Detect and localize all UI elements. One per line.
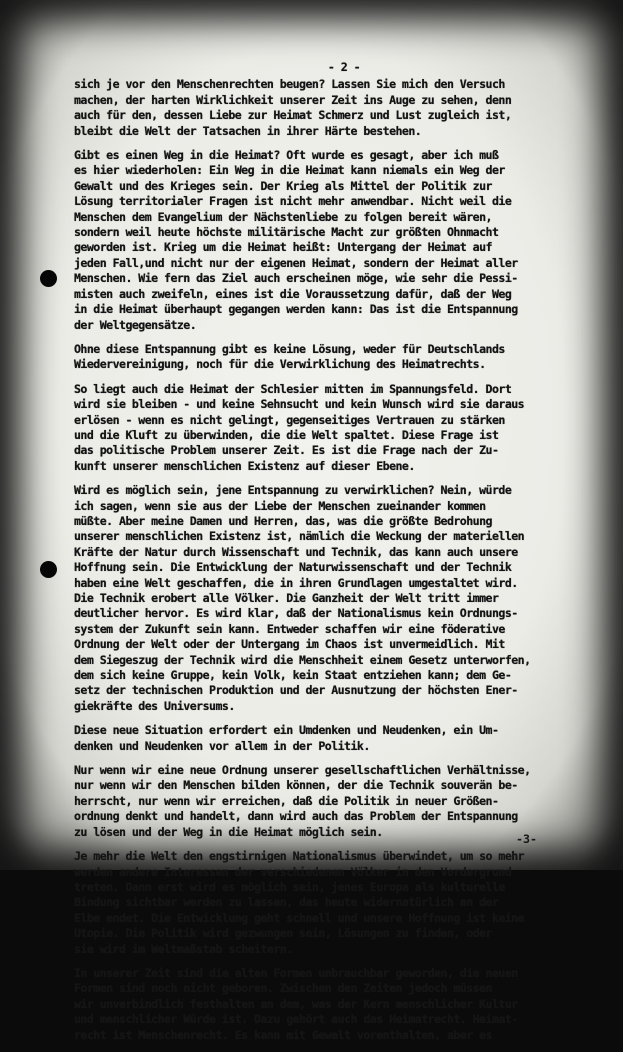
text-line: sie wird im Weltmaßstab scheitern. [74,941,293,956]
typewritten-text [74,60,594,1052]
text-line: Ordnung der Welt oder der Untergang im Chaos ist unvermeidlich. Mit [74,637,505,652]
text-line: Menschen. Wie fern das Ziel auch erscheinen möge, wie sehr die Pessi- [74,271,518,286]
text-line: Die Technik erobert alle Völker. Die Ganzheit der Welt tritt immer [74,591,499,605]
text-line: Kräfte der Natur durch Wissenschaft und Technik, das kann auch unsere [74,544,518,559]
paragraph-container [74,77,594,1043]
text-line: In unserer Zeit sind die alten Formen unbrauchbar geworden, die neuen [74,965,518,980]
text-line: Wird es möglich sein, jene Entspannung zu verwirklichen? Nein, würde [74,483,512,498]
page-number: - 2 - [327,60,361,74]
paragraph [74,342,594,373]
paragraph [74,148,594,333]
text-line: bleibt die Welt der Tatsachen in ihrer Härte bestehen. [74,123,422,138]
text-line: dem sich keine Gruppe, kein Volk, kein Staat entziehen kann; dem Ge- [74,668,512,683]
text-line: ich sagen, wenn sie aus der Liebe der Menschen zueinander kommen [74,498,486,513]
text-line: das politische Problem unserer Zeit. Es ist die Frage nach der Zu- [74,443,499,458]
text-line: auch für den, dessen Liebe zur Heimat Schmerz und Lust zugleich ist, [74,108,512,123]
text-line: Lösung territorialer Fragen ist nicht mehr anwendbar. Nicht weil die [74,194,512,209]
text-line: sich je vor den Menschenrechten beugen? Lassen Sie mich den Versuch [74,77,505,92]
text-line: unserer menschlichen Existenz ist, nämlich die Weckung der materiellen [74,529,525,544]
text-line: misten auch zweifeln, eines ist die Voraussetzung dafür, daß der Weg [74,286,512,301]
text-line: Je mehr die Welt den engstirnigen Nationalismus überwindet, um so mehr [74,849,525,864]
text-line: setz der technischen Produktion und der Ausnutzung der höchsten Ener- [74,683,518,698]
text-line: haben eine Welt geschaffen, die in ihren Grundlagen umgestaltet wird. [74,575,518,590]
text-line: Wiedervereinigung, noch für die Verwirklichung des Heimatrechts. [74,357,486,372]
text-line: Utopie. Die Politik wird gezwungen sein, Lösungen zu finden, oder [74,926,492,941]
paragraph [74,77,594,139]
text-line: jeden Fall,und nicht nur der eigenen Heimat, sondern der Heimat aller [74,255,518,270]
text-line: So liegt auch die Heimat der Schlesier mitten im Spannungsfeld. Dort [74,381,512,396]
text-line: und die Kluft zu überwinden, die die Welt spaltet. Diese Frage ist [74,427,499,442]
text-line: sondern weil heute höchste militärische Macht zur größten Ohnmacht [74,225,499,240]
text-line: system der Zukunft sein kann. Entweder schaffen wir eine föderative [74,621,505,636]
text-line: müßte. Aber meine Damen und Herren, das, was die größte Bedrohung [74,513,492,528]
text-line: Gewalt und des Krieges sein. Der Krieg als Mittel der Politik zur [74,178,492,193]
paragraph [74,483,594,714]
text-line: ordnung denkt und handelt, dann wird auch das Problem der Entspannung [74,809,518,824]
paragraph [74,849,594,957]
text-line: deutlicher hervor. Es wird klar, daß der Nationalismus kein Ordnungs- [74,606,518,621]
paragraph [74,763,594,840]
text-line: nur wenn wir den Menschen bilden können, der die Technik souverän be- [74,778,518,793]
text-line: zu lösen und der Weg in die Heimat möglich sein. [74,824,383,839]
text-line: denken und Neudenken vor allem in der Politik. [74,738,370,753]
text-line: kunft unserer menschlichen Existenz auf dieser Ebene. [74,458,415,473]
text-line: giekräfte des Universums. [74,698,235,713]
text-line: Hoffnung sein. Die Entwicklung der Naturwissenschaft und der Technik [74,560,512,575]
text-line: Diese neue Situation erfordert ein Umdenken und Neudenken, ein Um- [74,723,499,738]
text-line: in die Heimat überhaupt gegangen werden kann: Das ist die Entspannung [74,302,518,317]
text-line: werden andere Interessen der verschiedenen Völker in den Vordergrund [74,864,512,879]
text-line: es hier wiederholen: Ein Weg in die Heimat kann niemals ein Weg der [74,163,505,178]
text-line: und menschlicher Würde ist. Dazu gehört auch das Heimatrecht. Heimat- [74,1012,518,1027]
text-line: erlösen - wenn es nicht gelingt, gegenseitiges Vertrauen zu stärken [74,412,505,427]
text-line: geworden ist. Krieg um die Heimat heißt: Untergang der Heimat auf [74,240,492,255]
text-line: wird sie bleiben - und keine Sehnsucht und kein Wunsch wird sie daraus [74,397,525,412]
text-line: recht ist Menschenrecht. Es kann mit Gewalt vorenthalten, aber es [74,1027,492,1042]
text-line: dem Siegeszug der Technik wird die Menschheit einem Gesetz unterworfen, [74,652,531,667]
text-line: Formen sind noch nicht geboren. Zwischen den Zeiten jedoch müssen [74,981,492,996]
paragraph [74,723,594,754]
punch-hole-upper [40,270,57,287]
text-line: Menschen dem Evangelium der Nächstenliebe zu folgen bereit wären, [74,209,492,224]
text-line: Gibt es einen Weg in die Heimat? Oft wurde es gesagt, aber ich muß [74,148,499,163]
text-line: Elbe endet. Die Entwicklung geht schnell und unsere Hoffnung ist keine [74,910,525,925]
text-line: Bindung sichtbar werden zu lassen, das heute widernatürlich an der [74,895,499,910]
text-line: Nur wenn wir eine neue Ordnung unserer gesellschaftlichen Verhältnisse, [74,763,531,778]
text-line: machen, der harten Wirklichkeit unserer Zeit ins Auge zu sehen, denn [74,92,512,107]
text-line: herrscht, nur wenn wir erreichen, daß die Politik in neuer Größen- [74,793,499,808]
continuation-mark: -3- [516,832,537,846]
paragraph [74,966,594,1043]
text-line: Ohne diese Entspannung gibt es keine Lösung, weder für Deutschlands [74,341,505,356]
text-line: wir unverbindlich festhalten an dem, was der Kern menschlicher Kultur [74,996,518,1011]
punch-hole-lower [40,561,57,578]
paragraph [74,382,594,474]
text-line: treten. Dann erst wird es möglich sein, jenes Europa als kulturelle [74,879,505,894]
text-line: der Weltgegensätze. [74,317,197,332]
